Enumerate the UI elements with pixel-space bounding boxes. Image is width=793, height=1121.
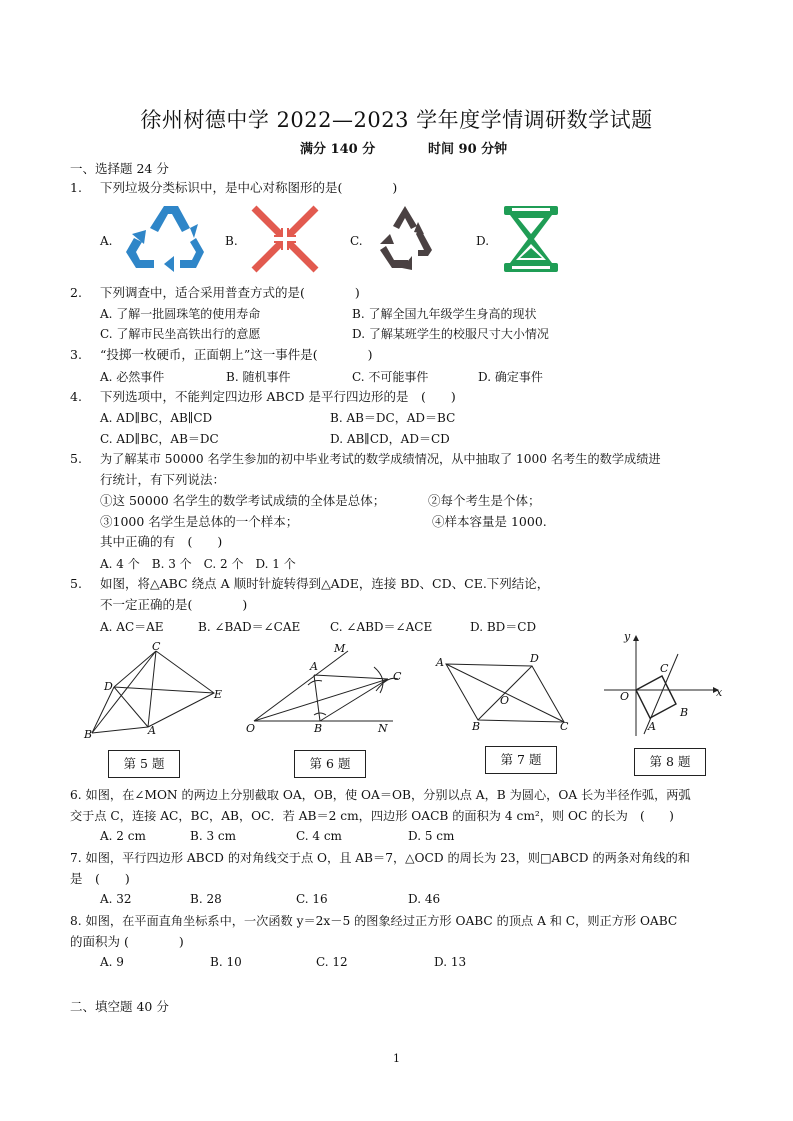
page-title: 徐州树德中学 2022—2023 学年度学情调研数学试题 bbox=[140, 108, 653, 132]
q4-option-a: A. AD∥BC，AB∥CD bbox=[100, 411, 213, 425]
q2-option-c: C. 了解市民坐高铁出行的意愿 bbox=[100, 327, 261, 341]
q5b-option-d: D. BD＝CD bbox=[470, 620, 537, 634]
fig6-label-b: B bbox=[314, 722, 323, 735]
fig6-label-o: O bbox=[246, 722, 256, 735]
fig6-label-a: A bbox=[310, 660, 318, 673]
q4-option-c: C. AD∥BC，AB＝DC bbox=[100, 432, 219, 446]
q5a-ask: 其中正确的有 ( ) bbox=[100, 534, 223, 549]
q6-option-b: B. 3 cm bbox=[190, 829, 236, 843]
q3-option-c: C. 不可能事件 bbox=[352, 370, 429, 384]
recycle-triangle-icon bbox=[124, 204, 206, 274]
q2-stem: 下列调查中，适合采用普查方式的是( ) bbox=[100, 285, 360, 300]
q6-line2: 交于点 C，连接 AC，BC，AB，OC．若 AB＝2 cm，四边形 OACB 的面积为 4 cm²，则 OC 的长为 ( ) bbox=[70, 809, 674, 823]
q5a-statement-1: ①这 50000 名学生的数学考试成绩的全体是总体； bbox=[100, 493, 386, 508]
q5b-option-c: C. ∠ABD＝∠ACE bbox=[330, 620, 433, 634]
q5b-line1: 如图，将△ABC 绕点 A 顺时针旋转得到△ADE，连接 BD、CD、CE.下列结论， bbox=[100, 576, 550, 591]
q6-line1: 6. 如图，在∠MON 的两边上分别截取 OA，OB，使 OA＝OB，分别以点 A，B 为圆心，OA 长为半径作弧，两弧 bbox=[70, 788, 691, 802]
q4-stem: 下列选项中，不能判定四边形 ABCD 是平行四边形的是 ( ) bbox=[100, 389, 456, 404]
q1-number: 1. bbox=[70, 180, 82, 195]
q2-number: 2. bbox=[70, 285, 82, 300]
fig5-label-c: C bbox=[152, 640, 161, 653]
figure-5-caption: 第 5 题 bbox=[108, 750, 180, 778]
fig8-label-b: B bbox=[680, 706, 689, 719]
q3-stem: “投掷一枚硬币，正面朝上”这一事件是( ) bbox=[100, 347, 373, 362]
q7-option-d: D. 46 bbox=[408, 892, 441, 906]
q1-label-d: D. bbox=[476, 234, 490, 248]
q8-option-c: C. 12 bbox=[316, 955, 348, 969]
q2-option-d: D. 了解某班学生的校服尺寸大小情况 bbox=[352, 327, 549, 341]
q6-option-c: C. 4 cm bbox=[296, 829, 342, 843]
page-number: 1 bbox=[393, 1052, 400, 1065]
fig5-label-e: E bbox=[214, 688, 223, 701]
q5a-options: A. 4 个 B. 3 个 C. 2 个 D. 1 个 bbox=[100, 557, 296, 571]
q5b-number: 5. bbox=[70, 576, 82, 591]
q5b-option-b: B. ∠BAD＝∠CAE bbox=[198, 620, 301, 634]
section-fill-heading: 二、填空题 40 分 bbox=[70, 999, 169, 1014]
section-choice-heading: 一、选择题 24 分 bbox=[70, 161, 169, 176]
fig5-label-d: D bbox=[104, 680, 113, 693]
q7-option-c: C. 16 bbox=[296, 892, 328, 906]
fig7-label-d: D bbox=[530, 652, 539, 665]
q3-option-b: B. 随机事件 bbox=[226, 370, 291, 384]
fig7-label-b: B bbox=[472, 720, 481, 733]
fig7-label-c: C bbox=[560, 720, 569, 733]
q7-line2: 是 ( ) bbox=[70, 871, 130, 886]
q5a-statement-3: ③1000 名学生是总体的一个样本； bbox=[100, 514, 299, 529]
q5a-statement-2: ②每个考生是个体； bbox=[428, 493, 541, 508]
fig8-label-x: x bbox=[716, 686, 723, 699]
figure-7-caption: 第 7 题 bbox=[485, 746, 557, 774]
exam-time: 时间 90 分钟 bbox=[428, 142, 508, 157]
fig8-label-y: y bbox=[624, 630, 631, 643]
total-score: 满分 140 分 bbox=[300, 142, 376, 157]
figure-6-caption: 第 6 题 bbox=[294, 750, 366, 778]
q8-option-d: D. 13 bbox=[434, 955, 467, 969]
fig6-label-m: M bbox=[334, 642, 346, 655]
fig8-label-o: O bbox=[620, 690, 630, 703]
q8-option-b: B. 10 bbox=[210, 955, 242, 969]
fig6-label-c: C bbox=[393, 670, 402, 683]
fig8-label-c: C bbox=[660, 662, 669, 675]
figure-6-diagram bbox=[248, 645, 398, 735]
q6-option-d: D. 5 cm bbox=[408, 829, 455, 843]
figure-8-diagram bbox=[604, 632, 724, 742]
q4-number: 4. bbox=[70, 389, 82, 404]
q3-option-d: D. 确定事件 bbox=[478, 370, 543, 384]
fig5-label-b: B bbox=[84, 728, 93, 741]
figure-7-diagram bbox=[440, 658, 570, 726]
q3-number: 3. bbox=[70, 347, 82, 362]
q4-option-d: D. AB∥CD，AD＝CD bbox=[330, 432, 450, 446]
q1-label-c: C. bbox=[350, 234, 363, 248]
fig7-label-o: O bbox=[500, 694, 510, 707]
q8-line1: 8. 如图，在平面直角坐标系中，一次函数 y＝2x－5 的图象经过正方形 OABC 的顶点 A 和 C，则正方形 OABC bbox=[70, 914, 678, 928]
recycle-dark-icon bbox=[372, 204, 438, 274]
q7-line1: 7. 如图，平行四边形 ABCD 的对角线交于点 O，且 AB＝7，△OCD 的周长为 23，则□ABCD 的两条对角线的和 bbox=[70, 851, 690, 865]
q1-label-a: A. bbox=[100, 234, 113, 248]
fig5-label-a: A bbox=[148, 724, 156, 737]
q5a-statement-4: ④样本容量是 1000. bbox=[432, 514, 547, 529]
fig6-label-n: N bbox=[378, 722, 388, 735]
q5a-line2: 行统计，有下列说法： bbox=[100, 472, 226, 487]
q6-option-a: A. 2 cm bbox=[100, 829, 146, 843]
hourglass-icon bbox=[500, 204, 562, 274]
q5a-line1: 为了解某市 50000 名学生参加的初中毕业考试的数学成绩情况，从中抽取了 1000 名考生的数学成绩进 bbox=[100, 452, 661, 466]
q2-option-a: A. 了解一批圆珠笔的使用寿命 bbox=[100, 307, 261, 321]
q1-stem: 下列垃圾分类标识中，是中心对称图形的是( ) bbox=[100, 180, 398, 195]
q5a-number: 5. bbox=[70, 451, 82, 466]
q7-option-a: A. 32 bbox=[100, 892, 132, 906]
q4-option-b: B. AB＝DC，AD＝BC bbox=[330, 411, 456, 425]
figure-8-caption: 第 8 题 bbox=[634, 748, 706, 776]
q2-option-b: B. 了解全国九年级学生身高的现状 bbox=[352, 307, 537, 321]
q1-label-b: B. bbox=[225, 234, 238, 248]
q7-option-b: B. 28 bbox=[190, 892, 222, 906]
q8-line2: 的面积为 ( ) bbox=[70, 934, 184, 949]
fig7-label-a: A bbox=[436, 656, 444, 669]
q5b-line2: 不一定正确的是( ) bbox=[100, 597, 248, 612]
crossed-arrows-icon bbox=[248, 204, 322, 274]
q5b-option-a: A. AC＝AE bbox=[100, 620, 164, 634]
q3-option-a: A. 必然事件 bbox=[100, 370, 165, 384]
fig8-label-a: A bbox=[648, 720, 656, 733]
q8-option-a: A. 9 bbox=[100, 955, 124, 969]
